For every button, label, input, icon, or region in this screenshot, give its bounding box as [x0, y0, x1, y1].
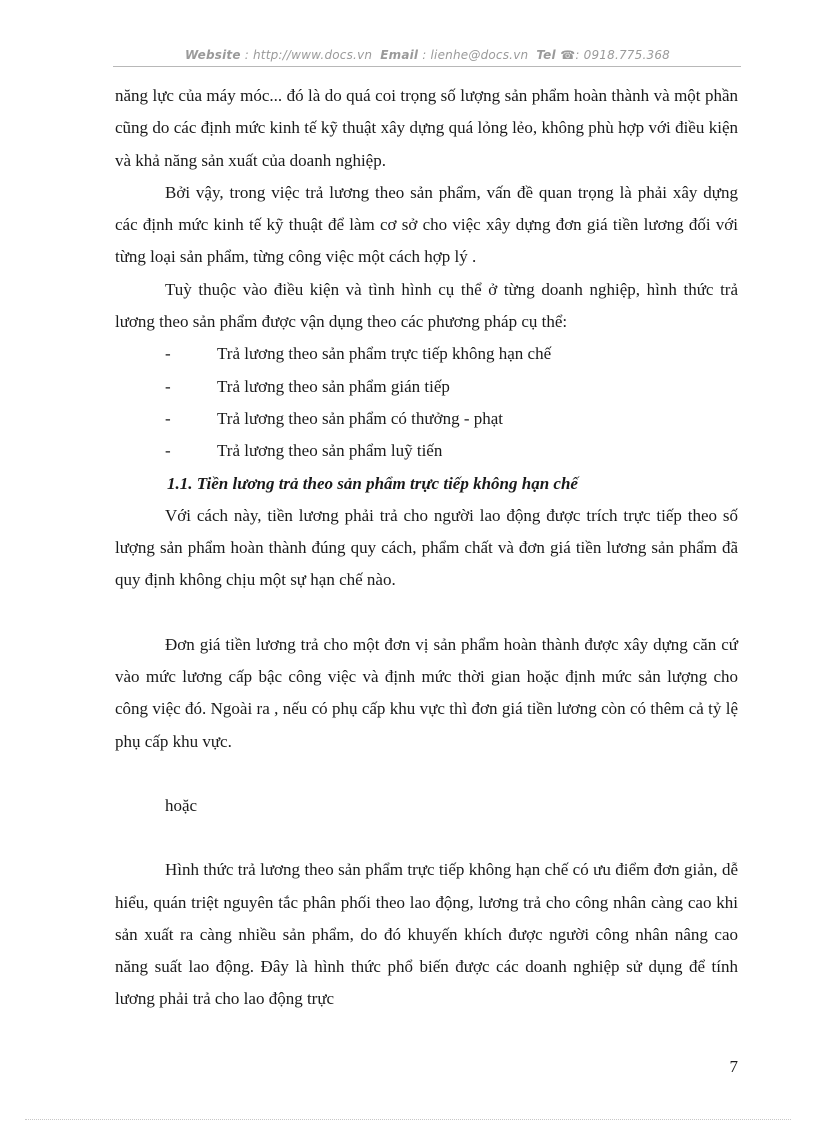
paragraph-5: Đơn giá tiền lương trả cho một đơn vị sản phẩm hoàn thành được xây dựng căn cứ vào mức lương cấp bậc công việc và định mức thời gian hoặc định mức sản lượng cho công việc đó. Ngoài ra , nếu có phụ cấp khu vực thì đơn giá tiền lương còn có thêm cả tỷ lệ phụ cấp khu vực.: [115, 634, 738, 751]
paragraph-6: hoặc: [165, 795, 198, 815]
list-item-text: Trả lương theo sản phẩm gián tiếp: [217, 376, 450, 396]
blank-space: [115, 758, 738, 790]
list-item-text: Trả lương theo sản phẩm có thưởng - phạt: [217, 408, 504, 428]
list-bullet: -: [165, 344, 171, 364]
footer-divider: [25, 1119, 791, 1120]
blank-space: [115, 822, 738, 854]
list-item-text: Trả lương theo sản phẩm trực tiếp không hạn chế: [217, 344, 552, 364]
website-value: : http://www.docs.vn: [244, 48, 373, 62]
list-bullet: -: [165, 376, 171, 396]
list-item-text: Trả lương theo sản phẩm luỹ tiến: [217, 441, 443, 461]
list-bullet: -: [165, 441, 171, 461]
website-label: Website: [184, 48, 241, 62]
paragraph-1: năng lực của máy móc... đó là do quá coi trọng số lượng sản phẩm hoàn thành và một phần cũng do các định mức kinh tế kỹ thuật xây dựng quá lỏng lẻo, không phù hợp với điều kiện và khả năng sản xuất của doanh nghiệp.: [115, 86, 738, 170]
paragraph-3: Tuỳ thuộc vào điều kiện và tình hình cụ thể ở từng doanh nghiệp, hình thức trả lương theo sản phẩm được vận dụng theo các phương pháp cụ thể:: [115, 279, 738, 332]
list-item: [115, 338, 738, 370]
paragraph-2: Bởi vậy, trong việc trả lương theo sản phẩm, vấn đề quan trọng là phải xây dựng các định mức kinh tế kỹ thuật để làm cơ sở cho việc xây dựng đơn giá tiền lương đối với từng loại sản phẩm, từng công việc một cách hợp lý .: [115, 182, 738, 267]
header-divider: [113, 66, 741, 67]
blank-space: [115, 597, 738, 629]
page-number: 7: [729, 1057, 738, 1076]
list-bullet: -: [165, 408, 171, 428]
tel-value: : 0918.775.368: [575, 48, 670, 62]
paragraph-7: Hình thức trả lương theo sản phẩm trực tiếp không hạn chế có ưu điểm đơn giản, dễ hiểu, quán triệt nguyên tắc phân phối theo lao động, lương trả cho công nhân càng cao khi sản xuất ra càng nhiều sản phẩm, do đó khuyến khích được người công nhân nâng cao năng suất lao động. Đây là hình thức phổ biến được các doanh nghiệp sử dụng để tính lương phải trả cho lao động trực: [115, 860, 738, 1009]
list-item: [115, 403, 738, 435]
list-item: [115, 371, 738, 403]
list-item: [115, 435, 738, 467]
email-value: : lienhe@docs.vn: [422, 48, 529, 62]
email-label: Email: [380, 48, 419, 62]
paragraph-4: Với cách này, tiền lương phải trả cho người lao động được trích trực tiếp theo số lượng sản phẩm hoàn thành đúng quy cách, phẩm chất và đơn giá tiền lương sản phẩm đã quy định không chịu một sự hạn chế nào.: [115, 505, 738, 590]
page-header: [115, 48, 740, 62]
tel-label: Tel ☎: [536, 48, 576, 62]
section-heading: 1.1. Tiền lương trả theo sản phẩm trực tiếp không hạn chế: [167, 473, 578, 493]
page-body: [115, 80, 738, 1016]
